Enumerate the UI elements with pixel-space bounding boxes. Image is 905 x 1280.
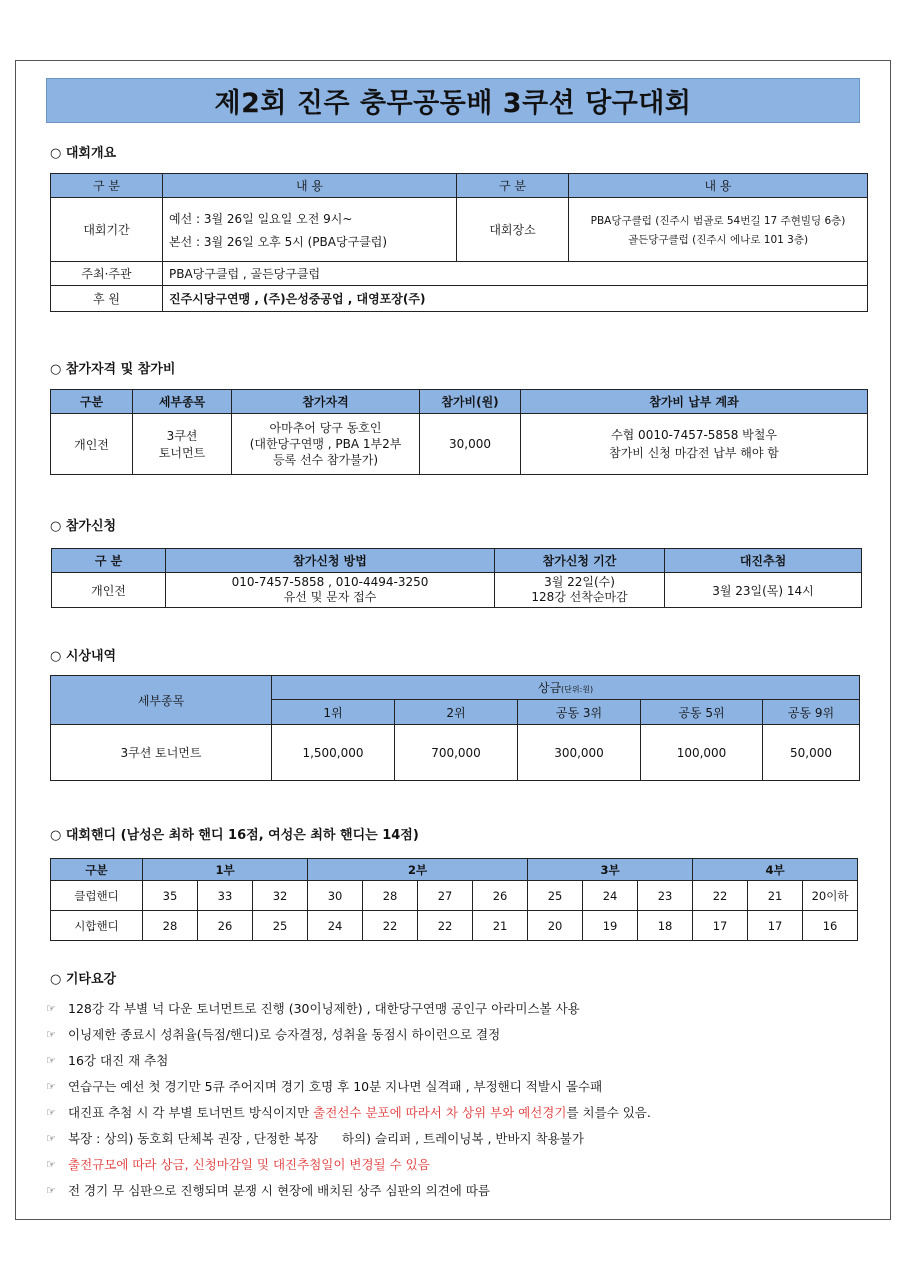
eligibility-table bbox=[50, 389, 868, 475]
handicap-group-3: 3부 bbox=[528, 859, 693, 881]
match-handicap-value: 22 bbox=[418, 911, 473, 941]
eligibility-header-event: 세부종목 bbox=[133, 390, 232, 414]
pointing-hand-icon: ☞ bbox=[46, 1131, 56, 1145]
match-handicap-value: 26 bbox=[198, 911, 253, 941]
prizes-header-unit: (단위:원) bbox=[561, 685, 594, 694]
application-table bbox=[51, 548, 862, 608]
note-text: 를 치를수 있음. bbox=[566, 1105, 651, 1120]
eligibility-fee: 30,000 bbox=[420, 414, 521, 475]
note-item bbox=[46, 1047, 866, 1073]
prizes-rank-2: 2위 bbox=[395, 700, 518, 725]
match-handicap-value: 16 bbox=[803, 911, 858, 941]
note-text: 복장 : 상의) 동호회 단체복 권장 , 단정한 복장 하의) 슬리퍼 , 트레이닝복 , 반바지 착용불가 bbox=[68, 1131, 584, 1146]
club-handicap-label: 클럽핸디 bbox=[51, 881, 143, 911]
club-handicap-value: 26 bbox=[473, 881, 528, 911]
note-highlight: 출전선수 분포에 따라서 차 상위 부와 예선경기 bbox=[313, 1105, 567, 1120]
prizes-header-prize-label: 상금 bbox=[537, 681, 562, 695]
match-handicap-value: 24 bbox=[308, 911, 363, 941]
match-handicap-value: 17 bbox=[693, 911, 748, 941]
eligibility-qualification bbox=[232, 414, 420, 475]
prizes-rank-9: 공동 9위 bbox=[763, 700, 860, 725]
handicap-group-1: 1부 bbox=[143, 859, 308, 881]
prizes-header-prize bbox=[272, 676, 860, 700]
eligibility-header-fee: 참가비(원) bbox=[420, 390, 521, 414]
prizes-amount-3: 300,000 bbox=[518, 725, 641, 781]
club-handicap-value: 30 bbox=[308, 881, 363, 911]
note-text: 대진표 추첨 시 각 부별 토너먼트 방식이지만 bbox=[68, 1105, 314, 1120]
overview-header-category-1: 구 분 bbox=[51, 174, 163, 198]
section-application-heading: ○ 참가신청 bbox=[50, 519, 117, 534]
eligibility-header-division: 구분 bbox=[51, 390, 133, 414]
application-period-line-1: 3월 22일(수) bbox=[544, 575, 615, 589]
eligibility-qual-line-1: 아마추어 당구 동호인 bbox=[269, 421, 382, 435]
note-highlight: 출전규모에 따라 상금, 신청마감일 및 대진추첨일이 변경될 수 있음 bbox=[68, 1157, 430, 1172]
application-header-division: 구 분 bbox=[52, 549, 166, 573]
match-handicap-value: 19 bbox=[583, 911, 638, 941]
sponsor-value: 진주시당구연맹 , (주)은성중공업 , 대영포장(주) bbox=[163, 286, 868, 312]
host-label: 주최·주관 bbox=[51, 262, 163, 286]
venue-value bbox=[569, 198, 868, 262]
page-title-text: 제2회 진주 충무공동배 3쿠션 당구대회 bbox=[214, 88, 692, 119]
eligibility-event bbox=[133, 414, 232, 475]
pointing-hand-icon: ☞ bbox=[46, 1001, 56, 1015]
section-handicap-heading: ○ 대회핸디 (남성은 최하 핸디 16점, 여성은 최하 핸디는 14점) bbox=[50, 828, 419, 843]
club-handicap-value: 28 bbox=[363, 881, 418, 911]
eligibility-qual-line-3: 등록 선수 참가불가) bbox=[272, 453, 379, 467]
venue-line-2: 골든당구클럽 (진주시 에나로 101 3층) bbox=[627, 233, 809, 246]
overview-header-category-2: 구 분 bbox=[457, 174, 569, 198]
overview-table bbox=[50, 173, 868, 312]
match-handicap-value: 21 bbox=[473, 911, 528, 941]
note-item bbox=[46, 1151, 866, 1177]
handicap-table bbox=[50, 858, 858, 941]
club-handicap-value: 32 bbox=[253, 881, 308, 911]
match-handicap-label: 시합핸디 bbox=[51, 911, 143, 941]
host-value: PBA당구클럽 , 골든당구클럽 bbox=[163, 262, 868, 286]
pointing-hand-icon: ☞ bbox=[46, 1027, 56, 1041]
application-division: 개인전 bbox=[52, 573, 166, 608]
eligibility-division: 개인전 bbox=[51, 414, 133, 475]
notes-list bbox=[46, 995, 866, 1203]
prizes-amount-1: 1,500,000 bbox=[272, 725, 395, 781]
match-handicap-value: 20 bbox=[528, 911, 583, 941]
eligibility-event-line-1: 3쿠션 bbox=[166, 429, 198, 443]
period-line-prelim: 예선 : 3월 26일 일요일 오전 9시~ bbox=[169, 211, 353, 226]
page-title bbox=[46, 78, 860, 123]
section-prizes-heading: ○ 시상내역 bbox=[50, 649, 117, 664]
application-draw: 3월 23일(목) 14시 bbox=[665, 573, 862, 608]
period-line-main: 본선 : 3월 26일 오후 5시 (PBA당구클럽) bbox=[169, 234, 388, 249]
section-eligibility-heading: ○ 참가자격 및 참가비 bbox=[50, 362, 176, 377]
application-method-line-2: 유선 및 문자 접수 bbox=[283, 590, 377, 604]
eligibility-account-line-2: 참가비 신청 마감전 납부 해야 함 bbox=[609, 446, 779, 460]
club-handicap-value: 27 bbox=[418, 881, 473, 911]
handicap-group-4: 4부 bbox=[693, 859, 858, 881]
period-value bbox=[163, 198, 457, 262]
club-handicap-value: 20이하 bbox=[803, 881, 858, 911]
note-text: 이닝제한 종료시 성취율(득점/핸디)로 승자결정, 성취율 동점시 하이런으로 결정 bbox=[68, 1027, 501, 1042]
overview-header-content-2: 내 용 bbox=[569, 174, 868, 198]
venue-label: 대회장소 bbox=[457, 198, 569, 262]
note-text: 연습구는 예선 첫 경기만 5큐 주어지며 경기 호명 후 10분 지나면 실격패 , 부정핸디 적발시 몰수패 bbox=[68, 1079, 603, 1094]
prizes-amount-2: 700,000 bbox=[395, 725, 518, 781]
note-item bbox=[46, 1125, 866, 1151]
prizes-table bbox=[50, 675, 860, 781]
club-handicap-value: 33 bbox=[198, 881, 253, 911]
prizes-event: 3쿠션 토너먼트 bbox=[51, 725, 272, 781]
note-item bbox=[46, 1099, 866, 1125]
application-header-method: 참가신청 방법 bbox=[166, 549, 495, 573]
club-handicap-value: 25 bbox=[528, 881, 583, 911]
sponsor-label: 후 원 bbox=[51, 286, 163, 312]
note-text: 전 경기 무 심판으로 진행되며 분쟁 시 현장에 배치된 상주 심판의 의견에 따름 bbox=[68, 1183, 491, 1198]
handicap-header-label: 구분 bbox=[51, 859, 143, 881]
match-handicap-value: 22 bbox=[363, 911, 418, 941]
application-header-draw: 대진추첨 bbox=[665, 549, 862, 573]
eligibility-header-qualification: 참가자격 bbox=[232, 390, 420, 414]
club-handicap-value: 21 bbox=[748, 881, 803, 911]
section-overview-heading: ○ 대회개요 bbox=[50, 146, 117, 161]
overview-header-content-1: 내 용 bbox=[163, 174, 457, 198]
pointing-hand-icon: ☞ bbox=[46, 1183, 56, 1197]
eligibility-event-line-2: 토너먼트 bbox=[158, 446, 206, 460]
match-handicap-value: 28 bbox=[143, 911, 198, 941]
section-etc-heading: ○ 기타요강 bbox=[50, 972, 117, 987]
note-item bbox=[46, 1073, 866, 1099]
eligibility-account-line-1: 수협 0010-7457-5858 박철우 bbox=[611, 428, 777, 442]
club-handicap-value: 23 bbox=[638, 881, 693, 911]
handicap-group-2: 2부 bbox=[308, 859, 528, 881]
application-period-line-2: 128강 선착순마감 bbox=[531, 590, 628, 604]
match-handicap-value: 25 bbox=[253, 911, 308, 941]
pointing-hand-icon: ☞ bbox=[46, 1079, 56, 1093]
eligibility-qual-line-2: (대한당구연맹 , PBA 1부2부 bbox=[249, 437, 402, 451]
note-text: 128강 각 부별 넉 다운 토너먼트로 진행 (30이닝제한) , 대한당구연맹 공인구 아라미스볼 사용 bbox=[68, 1001, 580, 1016]
prizes-rank-5: 공동 5위 bbox=[641, 700, 763, 725]
venue-line-1: PBA당구클럽 (진주시 범골로 54번길 17 주현빌딩 6층) bbox=[590, 214, 846, 227]
note-item bbox=[46, 1021, 866, 1047]
prizes-amount-9: 50,000 bbox=[763, 725, 860, 781]
prizes-rank-3: 공동 3위 bbox=[518, 700, 641, 725]
club-handicap-value: 24 bbox=[583, 881, 638, 911]
eligibility-header-account: 참가비 납부 계좌 bbox=[521, 390, 868, 414]
pointing-hand-icon: ☞ bbox=[46, 1157, 56, 1171]
note-item bbox=[46, 1177, 866, 1203]
match-handicap-value: 18 bbox=[638, 911, 693, 941]
eligibility-account bbox=[521, 414, 868, 475]
pointing-hand-icon: ☞ bbox=[46, 1105, 56, 1119]
match-handicap-value: 17 bbox=[748, 911, 803, 941]
pointing-hand-icon: ☞ bbox=[46, 1053, 56, 1067]
application-method bbox=[166, 573, 495, 608]
application-header-period: 참가신청 기간 bbox=[495, 549, 665, 573]
period-label: 대회기간 bbox=[51, 198, 163, 262]
prizes-amount-5: 100,000 bbox=[641, 725, 763, 781]
note-item bbox=[46, 995, 866, 1021]
prizes-header-event: 세부종목 bbox=[51, 676, 272, 725]
club-handicap-value: 35 bbox=[143, 881, 198, 911]
application-period bbox=[495, 573, 665, 608]
club-handicap-value: 22 bbox=[693, 881, 748, 911]
application-method-line-1: 010-7457-5858 , 010-4494-3250 bbox=[231, 575, 429, 589]
note-text: 16강 대진 재 추첨 bbox=[68, 1053, 169, 1068]
prizes-rank-1: 1위 bbox=[272, 700, 395, 725]
